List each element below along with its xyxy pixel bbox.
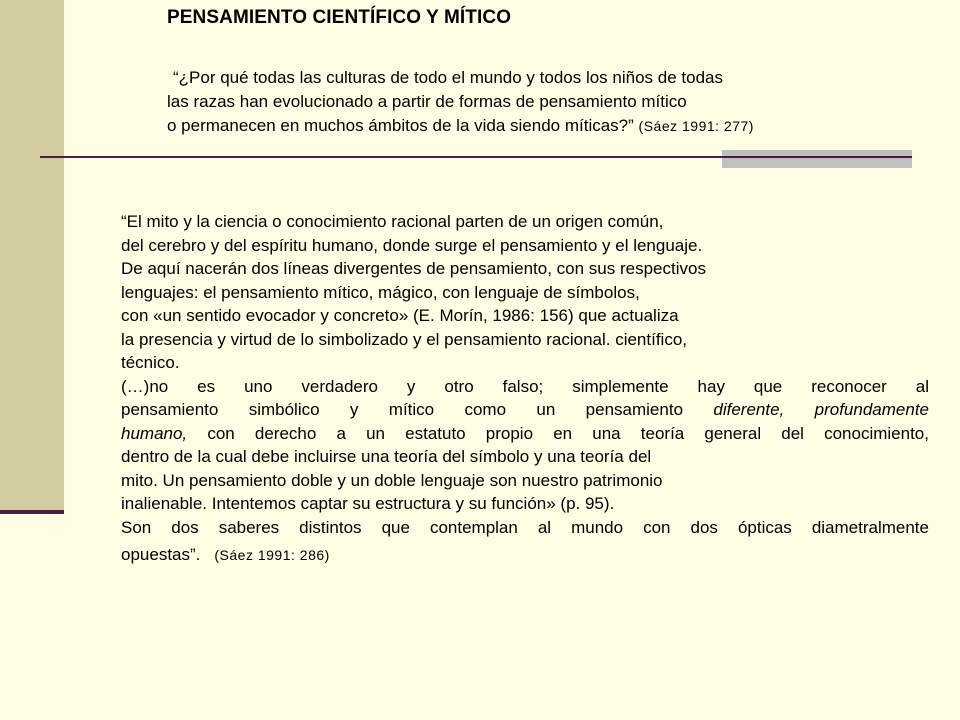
- main-quote-line: (…)no es uno verdadero y otro falso; simplemente hay que reconocer al: [121, 376, 929, 396]
- main-quote: [121, 210, 929, 568]
- main-quote-line: [121, 543, 929, 568]
- main-quote-line: mito. Un pensamiento doble y un doble lenguaje son nuestro patrimonio: [121, 470, 663, 490]
- intro-quote-line: [167, 114, 867, 138]
- main-quote-line: técnico.: [121, 353, 180, 372]
- main-quote-line: Son dos saberes distintos que contemplan al mundo con dos ópticas diametralmente: [121, 517, 929, 537]
- main-quote-line: dentro de la cual debe incluirse una teoría del símbolo y una teoría del: [121, 447, 652, 466]
- main-quote-line: [121, 398, 929, 422]
- main-quote-text: con derecho a un estatuto propio en una teoría general del conocimiento,: [187, 423, 929, 443]
- main-quote-line: la presencia y virtud de lo simbolizado y el pensamiento racional. científico,: [121, 329, 688, 349]
- slide-title: PENSAMIENTO CIENTÍFICO Y MÍTICO: [167, 7, 512, 28]
- main-quote-line: [121, 422, 929, 446]
- main-quote-italic: diferente, profundamente: [713, 400, 929, 419]
- intro-quote-text: o permanecen en muchos ámbitos de la vida siendo míticas?”: [167, 116, 634, 135]
- main-quote-citation: (Sáez 1991: 286): [214, 547, 330, 563]
- intro-quote-citation: (Sáez 1991: 277): [638, 118, 754, 134]
- main-quote-italic: humano,: [121, 423, 188, 443]
- intro-quote: [167, 66, 867, 138]
- main-quote-line: inalienable. Intentemos captar su estructura y su función» (p. 95).: [121, 494, 615, 513]
- main-quote-text: opuestas”.: [121, 545, 201, 564]
- main-quote-line: con «un sentido evocador y concreto» (E. Morín, 1986: 156) que actualiza: [121, 306, 679, 325]
- side-decor-bar: [0, 0, 64, 512]
- intro-quote-line: las razas han evolucionado a partir de formas de pensamiento mítico: [167, 92, 687, 111]
- intro-quote-line: “¿Por qué todas las culturas de todo el mundo y todos los niños de todas: [173, 68, 723, 87]
- decor-gray-box: [722, 150, 912, 168]
- main-quote-line: “El mito y la ciencia o conocimiento racional parten de un origen común,: [121, 212, 664, 231]
- main-quote-line: del cerebro y del espíritu humano, donde surge el pensamiento y el lenguaje.: [121, 235, 703, 255]
- horizontal-rule: [40, 156, 912, 158]
- main-quote-line: lenguajes: el pensamiento mítico, mágico, con lenguaje de símbolos,: [121, 282, 640, 302]
- main-quote-line: De aquí nacerán dos líneas divergentes de pensamiento, con sus respectivos: [121, 259, 706, 278]
- main-quote-text: pensamiento simbólico y mítico como un pensamiento: [121, 400, 714, 419]
- side-decor-bar-base: [0, 510, 64, 514]
